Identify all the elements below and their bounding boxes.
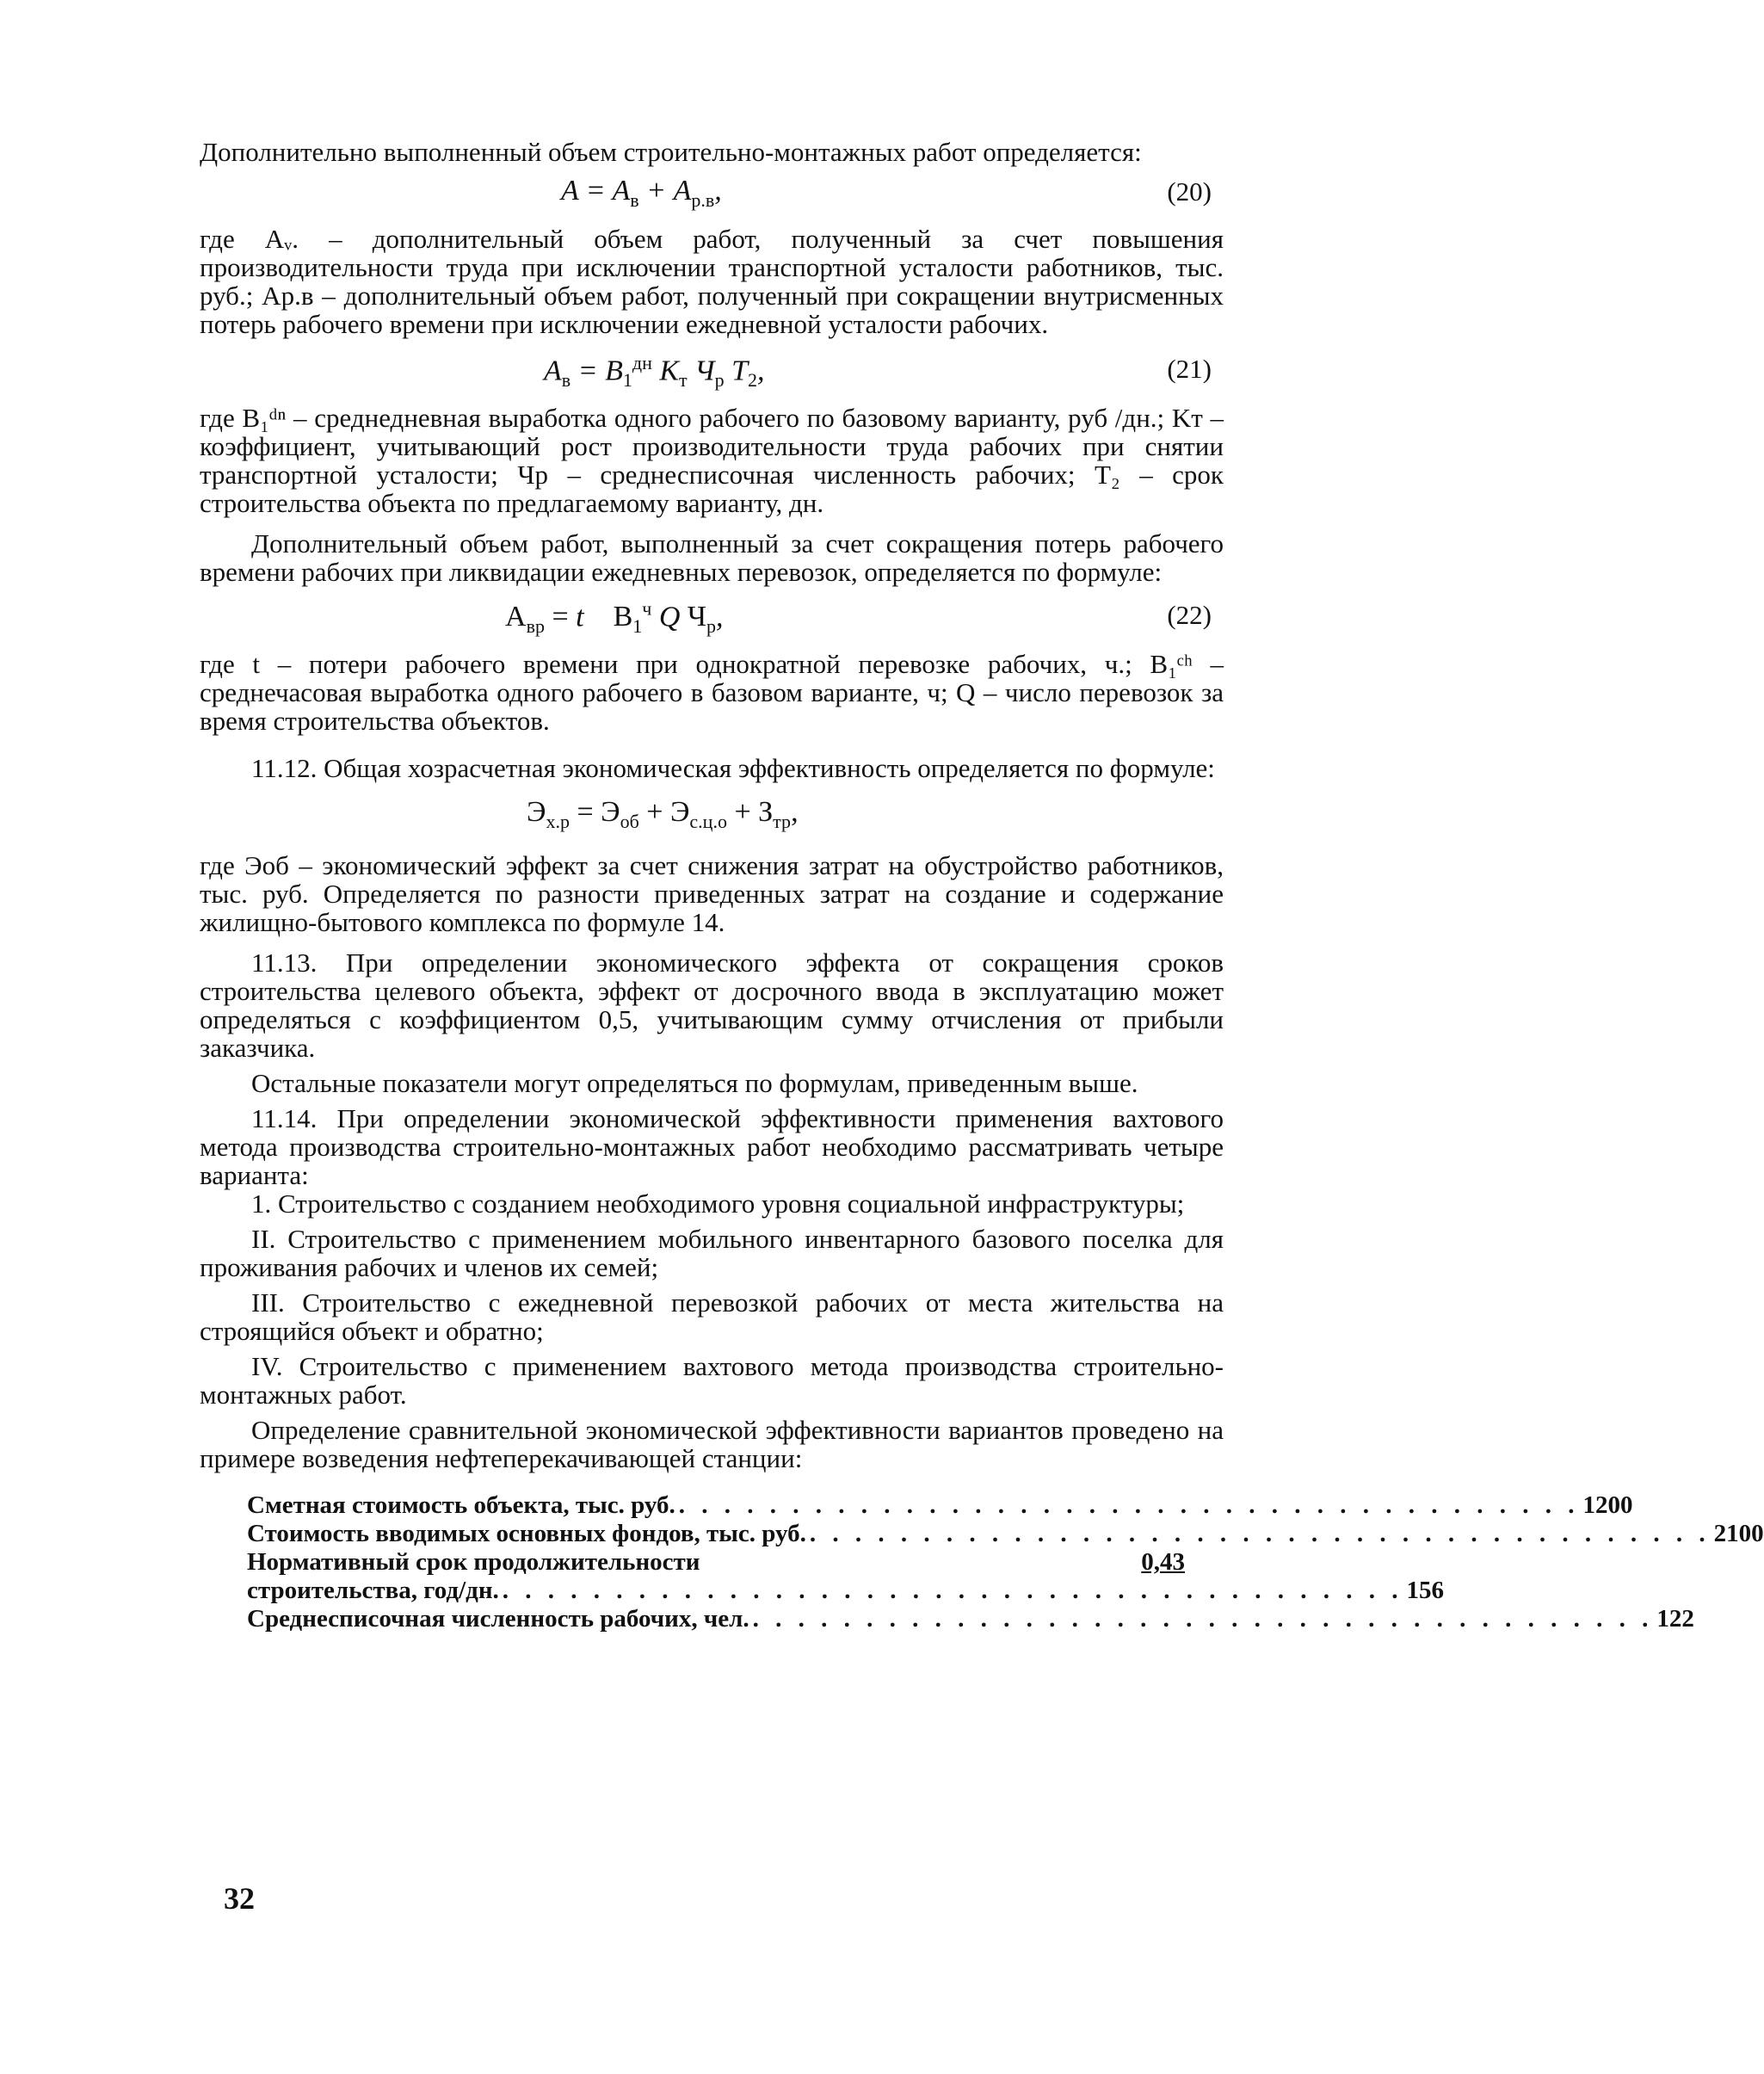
paragraph: Дополнительно выполненный объем строительно-монтажных работ определяется:	[200, 137, 1142, 167]
formula-number: (20)	[1167, 176, 1212, 207]
spec-value: 0,43	[1141, 1548, 1185, 1576]
page-number: 32	[224, 1881, 255, 1916]
paragraph: Остальные показатели могут определяться по формулам, приведенным выше.	[251, 1068, 1138, 1098]
paragraph: Дополнительный объем работ, выполненный за счет сокращения потерь рабочего времени рабочих при ликвидации ежедневных перевозок, определяется по формуле:	[200, 528, 1224, 587]
spec-label: Среднесписочная численность рабочих, чел.	[247, 1605, 749, 1633]
formula-number: (21)	[1167, 354, 1212, 384]
formula-21	[200, 338, 1224, 404]
formula-expression: $A = A_в + A_{р.в}$,	[561, 175, 722, 211]
formula-22	[200, 586, 1224, 650]
spec-row: Среднесписочная численность рабочих, чел. . . . . . . . . . . . . . . . . . . . . . . . . . . . . . . . . . . . . . . . . 122	[247, 1605, 1694, 1633]
variant-4: IV. Строительство с применением вахтового метода производства строительно-монтажных работ.	[200, 1351, 1224, 1410]
spec-value: 156	[1406, 1577, 1445, 1604]
paragraph: где Эоб – экономический эффект за счет снижения затрат на обустройство работников, тыс. руб. Определяется по разности приведенных затрат на создание и содержание жилищно-бытового комплекса по формуле 14.	[200, 850, 1224, 937]
spec-row: Сметная стоимость объекта, тыс. руб. . . . . . . . . . . . . . . . . . . . . . . . . . . . . . . . . . . . . . . . . 1200	[247, 1491, 1633, 1519]
formula-20	[200, 166, 1224, 225]
section-11-12: 11.12. Общая хозрасчетная экономическая эффективность определяется по формуле:	[251, 753, 1215, 783]
variant-2: II. Строительство с применением мобильного инвентарного базового поселка для проживания рабочих и членов их семей;	[200, 1224, 1224, 1282]
variant-3: III. Строительство с ежедневной перевозкой рабочих от места жительства на строящийся объект и обратно;	[200, 1287, 1224, 1346]
variant-1: 1. Строительство с созданием необходимого уровня социальной инфраструктуры;	[251, 1188, 1185, 1219]
formula-total-effect	[200, 782, 1224, 851]
spec-row: строительства, год/дн. . . . . . . . . . . . . . . . . . . . . . . . . . . . . . . . . . . . . . . . . 156	[247, 1577, 1445, 1604]
formula-expression: $A_в = B_1^{дн}$ $K_т$ $Ч_р$ $T_2$,	[544, 352, 765, 392]
spec-label: строительства, год/дн.	[247, 1577, 499, 1604]
spec-value: 122	[1656, 1605, 1694, 1633]
spec-value: 1200	[1582, 1491, 1633, 1519]
spec-label: Нормативный срок продолжительности	[247, 1548, 700, 1576]
paragraph: Определение сравнительной экономической эффективности вариантов проведено на примере возведения нефтеперекачивающей станции:	[200, 1415, 1224, 1473]
section-11-14: 11.14. При определении экономической эффективности применения вахтового метода производства строительно-монтажных работ необходимо рассматривать четыре варианта:	[200, 1103, 1224, 1190]
spec-label: Стоимость вводимых основных фондов, тыс. руб.	[247, 1520, 806, 1547]
spec-list	[247, 1491, 1764, 1633]
paragraph: где B₁ᵈⁿ – среднедневная выработка одного рабочего по базовому варианту, руб /дн.; Kт – коэффициент, учитывающий рост производительности труда рабочих при снятии транспортной усталости; Чр – среднесписочная численность рабочих; T₂ – срок строительства объекта по предлагаемому варианту, дн.	[200, 403, 1224, 518]
spec-value: 2100	[1713, 1520, 1764, 1547]
paragraph: где t – потери рабочего времени при однократной перевозке рабочих, ч.; B₁ᶜʰ – среднечасовая выработка одного рабочего в базовом варианте, ч; Q – число перевозок за время строительства объектов.	[200, 649, 1224, 736]
paragraph: где Аᵥ. – дополнительный объем работ, полученный за счет повышения производительности труда при исключении транспортной усталости работников, тыс. руб.; Ар.в – дополнительный объем работ, полученный при сокращении внутрисменных потерь рабочего времени при исключении ежедневной усталости рабочих.	[200, 224, 1224, 339]
section-11-13: 11.13. При определении экономического эффекта от сокращения сроков строительства целевого объекта, эффект от досрочного ввода в эксплуатацию может определяться с коэффициентом 0,5, учитывающим сумму отчисления от прибыли заказчика.	[200, 947, 1224, 1063]
spec-row	[247, 1548, 1185, 1577]
spec-row: Стоимость вводимых основных фондов, тыс. руб. . . . . . . . . . . . . . . . . . . . . . . . . . . . . . . . . . . . . . . . . 2100	[247, 1520, 1764, 1547]
spec-label: Сметная стоимость объекта, тыс. руб.	[247, 1491, 675, 1519]
page-body	[200, 137, 1764, 1633]
formula-number: (22)	[1167, 600, 1212, 630]
formula-expression: $Э_{х.р} = Э_{об} + Э_{с.ц.о} + З_{тр}$,	[527, 796, 799, 832]
formula-expression: $A_{вр} = t$ $B_1^ч$ Q $Ч_р$,	[505, 598, 724, 638]
